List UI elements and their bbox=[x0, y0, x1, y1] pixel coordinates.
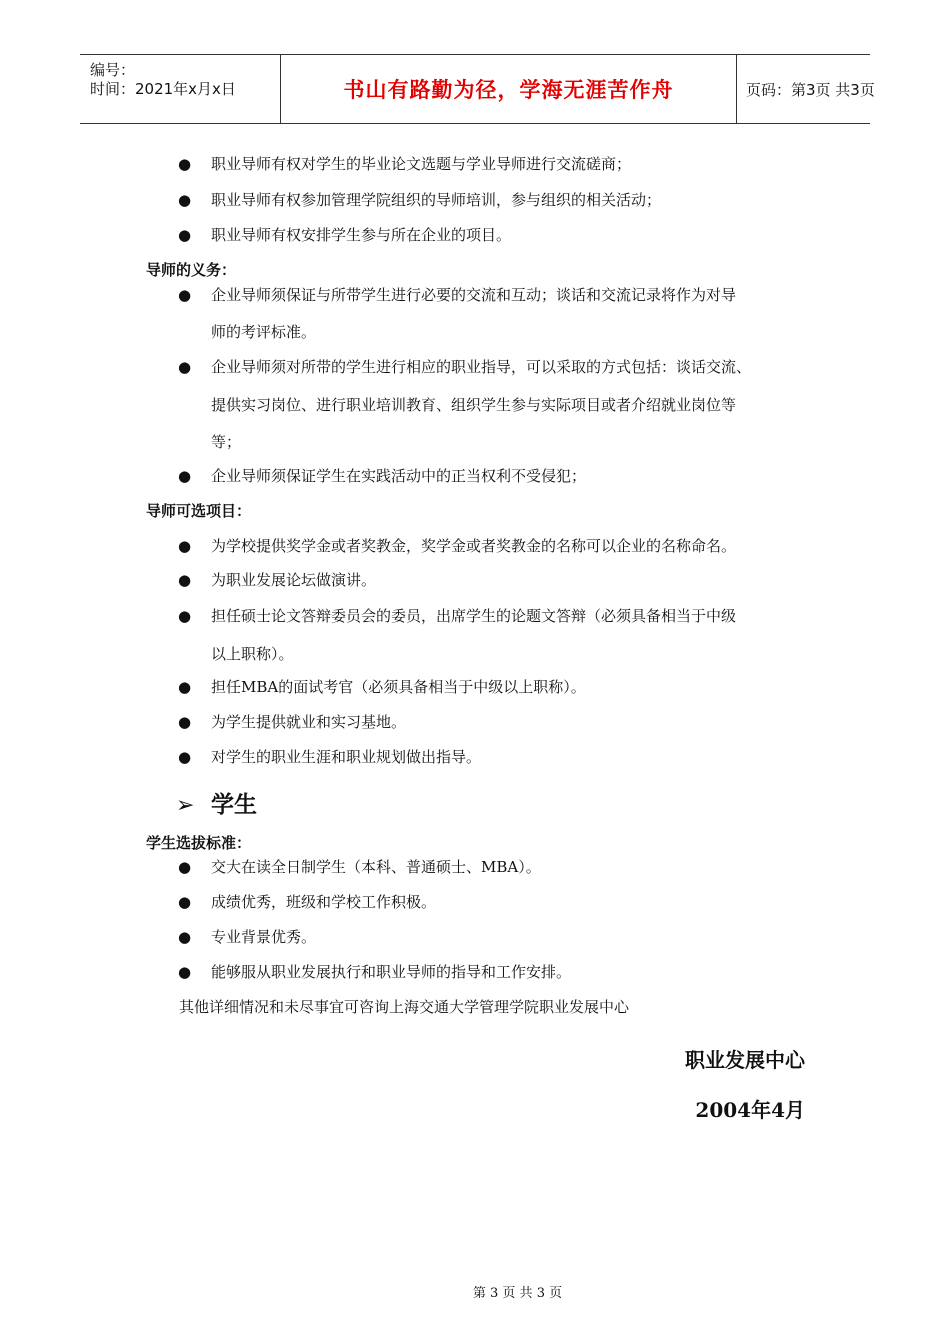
bullet-dot: ● bbox=[178, 713, 192, 731]
list-item: 担任MBA的面试考官（必须具备相当于中级以上职称）。 bbox=[211, 678, 586, 696]
list-item-continuation: 提供实习岗位、进行职业培训教育、组织学生参与实际项目或者介绍就业岗位等 bbox=[211, 396, 737, 414]
arrow-bullet-icon: ➢ bbox=[176, 793, 195, 818]
student-heading: 学生选拔标准： bbox=[146, 834, 252, 852]
header-meta bbox=[80, 55, 280, 123]
bullet-dot: ● bbox=[178, 155, 192, 173]
page-footer: 第 3 页 共 3 页 bbox=[472, 1286, 563, 1301]
bullet-dot: ● bbox=[178, 893, 192, 911]
list-item: 为职业发展论坛做演讲。 bbox=[211, 571, 377, 589]
bullet-dot: ● bbox=[178, 286, 192, 304]
list-item: 职业导师有权参加管理学院组织的导师培训，参与组织的相关活动； bbox=[211, 191, 662, 209]
list-item: 为学生提供就业和实习基地。 bbox=[211, 713, 407, 731]
bullet-dot: ● bbox=[178, 963, 192, 981]
bullet-dot: ● bbox=[178, 607, 192, 625]
document-header bbox=[80, 54, 875, 124]
bullet-dot: ● bbox=[178, 537, 192, 555]
section-title: 学生 bbox=[211, 792, 257, 818]
optional-heading: 导师可选项目： bbox=[146, 502, 252, 520]
signature: 职业发展中心 bbox=[685, 1048, 805, 1072]
list-item-continuation: 以上职称）。 bbox=[211, 645, 294, 663]
bullet-dot: ● bbox=[178, 226, 192, 244]
header-page-cell bbox=[736, 55, 875, 123]
bullet-dot: ● bbox=[178, 571, 192, 589]
list-item: 企业导师须保证与所带学生进行必要的交流和互动；谈话和交流记录将作为对导 bbox=[211, 286, 737, 304]
list-item: 职业导师有权对学生的毕业论文选题与学业导师进行交流磋商； bbox=[211, 155, 632, 173]
bullet-dot: ● bbox=[178, 928, 192, 946]
signature-date: 2004年4月 bbox=[695, 1098, 805, 1122]
list-item: 企业导师须保证学生在实践活动中的正当权利不受侵犯； bbox=[211, 467, 587, 485]
contact-note: 其他详细情况和未尽事宜可咨询上海交通大学管理学院职业发展中心 bbox=[179, 998, 630, 1016]
bullet-dot: ● bbox=[178, 748, 192, 766]
list-item: 成绩优秀，班级和学校工作积极。 bbox=[211, 893, 437, 911]
list-item: 对学生的职业生涯和职业规划做出指导。 bbox=[211, 748, 482, 766]
bullet-dot: ● bbox=[178, 678, 192, 696]
header-motto-cell bbox=[280, 55, 737, 123]
list-item: 专业背景优秀。 bbox=[211, 928, 317, 946]
list-item: 职业导师有权安排学生参与所在企业的项目。 bbox=[211, 226, 512, 244]
list-item-continuation: 师的考评标准。 bbox=[211, 323, 317, 341]
list-item: 交大在读全日制学生（本科、普通硕士、MBA）。 bbox=[211, 858, 541, 876]
list-item: 能够服从职业发展执行和职业导师的指导和工作安排。 bbox=[211, 963, 572, 981]
bullet-dot: ● bbox=[178, 858, 192, 876]
duty-heading: 导师的义务： bbox=[146, 261, 237, 279]
list-item-continuation: 等； bbox=[211, 433, 242, 451]
list-item: 为学校提供奖学金或者奖教金，奖学金或者奖教金的名称可以企业的名称命名。 bbox=[211, 537, 737, 555]
number-label: 编号： bbox=[90, 61, 136, 79]
page-reference: 页码：第3页 共3页 bbox=[746, 80, 875, 99]
time-label: 时间：2021年x月x日 bbox=[90, 80, 236, 98]
list-item: 担任硕士论文答辩委员会的委员，出席学生的论题文答辩（必须具备相当于中级 bbox=[211, 607, 737, 625]
bullet-dot: ● bbox=[178, 191, 192, 209]
motto: 书山有路勤为径，学海无涯苦作舟 bbox=[343, 78, 674, 102]
bullet-dot: ● bbox=[178, 358, 192, 376]
bullet-dot: ● bbox=[178, 467, 192, 485]
list-item: 企业导师须对所带的学生进行相应的职业指导，可以采取的方式包括：谈话交流、 bbox=[211, 358, 752, 376]
